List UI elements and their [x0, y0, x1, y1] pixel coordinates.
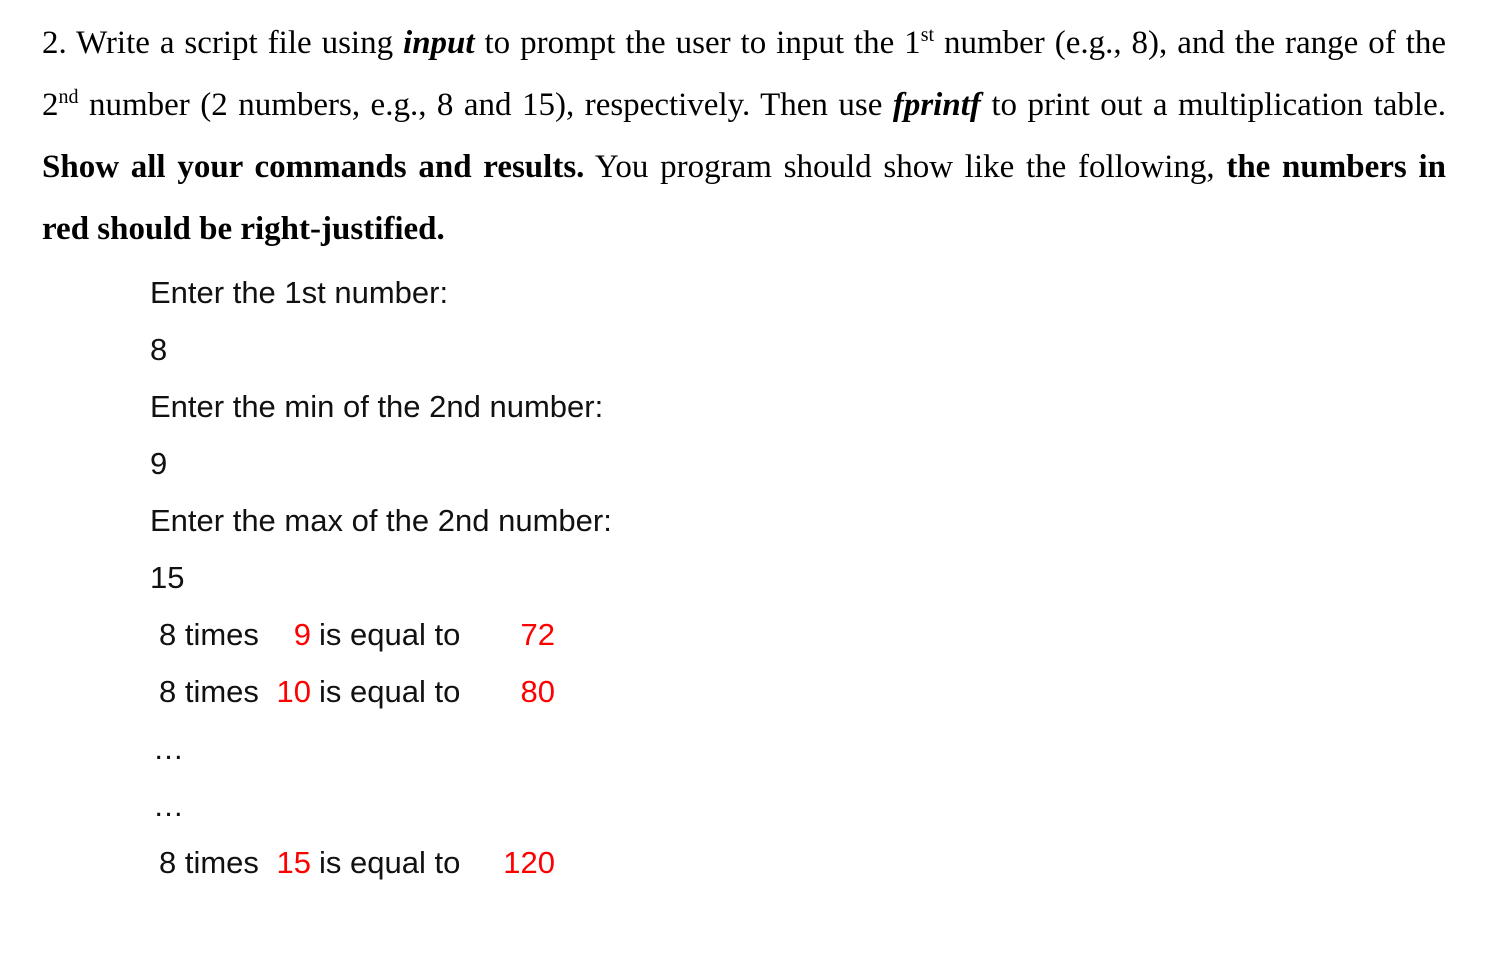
row-first-operand: 8 times — [159, 845, 259, 880]
row-second-operand: 9 — [293, 617, 311, 652]
prompt-max-second: Enter the max of the 2nd number: — [150, 503, 612, 538]
row-first-operand: 8 times — [159, 617, 259, 652]
row-result: 80 — [520, 674, 555, 709]
problem-text-2: to prompt the user to input the 1 — [474, 25, 921, 61]
fprintf-keyword: fprintf — [892, 87, 981, 123]
row-phrase: is equal to — [319, 617, 461, 652]
table-row — [150, 834, 570, 891]
problem-text-5: to print out a multiplication table. — [980, 87, 1446, 123]
row-phrase: is equal to — [319, 674, 461, 709]
superscript-nd: nd — [58, 86, 79, 108]
superscript-st: st — [920, 24, 935, 46]
row-phrase: is equal to — [319, 845, 461, 880]
first-number-value: 8 — [150, 332, 168, 367]
max-second-value: 15 — [150, 560, 185, 595]
row-second-operand: 15 — [276, 845, 311, 880]
row-second-operand: 10 — [276, 674, 311, 709]
problem-text-1: Write a script file using — [66, 25, 404, 61]
problem-text-3: number (e.g., 8), and the range of the 2 — [42, 25, 1447, 123]
row-result: 120 — [503, 845, 555, 880]
problem-number: 2. — [42, 25, 67, 61]
ellipsis-line: … — [153, 788, 184, 823]
problem-text-6: You program should show like the following, — [584, 149, 1227, 185]
table-row — [150, 663, 570, 720]
input-keyword: input — [403, 25, 475, 61]
prompt-first-number: Enter the 1st number: — [150, 275, 449, 310]
right-justify-instruction: the numbers in red should be right-justified. — [42, 149, 1446, 247]
table-row — [150, 606, 570, 663]
min-second-value: 9 — [150, 446, 168, 481]
row-result: 72 — [520, 617, 555, 652]
example-output — [150, 264, 612, 891]
row-first-operand: 8 times — [159, 674, 259, 709]
show-commands-instruction: Show all your commands and results. — [42, 149, 585, 185]
problem-text-4: number (2 numbers, e.g., 8 and 15), respectively. Then use — [78, 87, 893, 123]
problem-statement — [42, 12, 1446, 260]
prompt-min-second: Enter the min of the 2nd number: — [150, 389, 604, 424]
ellipsis-line: … — [153, 731, 184, 766]
